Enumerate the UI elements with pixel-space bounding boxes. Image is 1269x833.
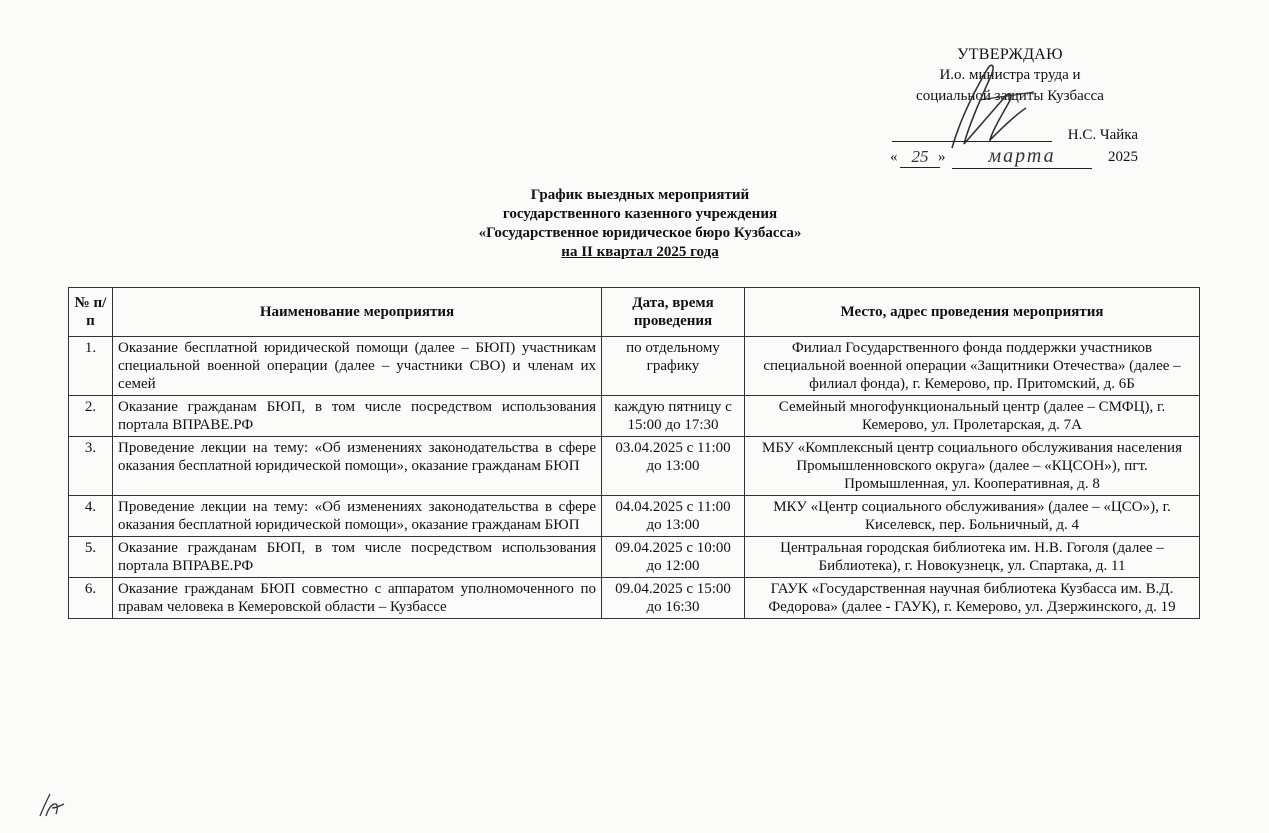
date-month: марта bbox=[952, 145, 1092, 169]
row-name: Оказание гражданам БЮП совместно с аппаратом уполномоченного по правам человека в Кемеровской области – Кузбассе bbox=[113, 578, 602, 619]
row-place: Филиал Государственного фонда поддержки участников специальной военной операции «Защитники Отечества» (далее – филиал фонда), г. Кемерово, пр. Притомский, д. 6Б bbox=[745, 337, 1200, 396]
document-title bbox=[380, 186, 900, 262]
header-name: Наименование мероприятия bbox=[113, 288, 602, 337]
row-date: по отдельному графику bbox=[602, 337, 745, 396]
date-close-quote: » bbox=[938, 149, 946, 165]
row-date: 09.04.2025 с 10:00 до 12:00 bbox=[602, 537, 745, 578]
approval-title: УТВЕРЖДАЮ bbox=[957, 46, 1063, 63]
row-num: 5. bbox=[69, 537, 113, 578]
header-place: Место, адрес проведения мероприятия bbox=[745, 288, 1200, 337]
header-num: № п/п bbox=[69, 288, 113, 337]
row-name: Проведение лекции на тему: «Об изменениях законодательства в сфере оказания бесплатной юридической помощи», оказание гражданам БЮП bbox=[113, 437, 602, 496]
row-num: 4. bbox=[69, 496, 113, 537]
events-table bbox=[68, 287, 1200, 619]
row-num: 3. bbox=[69, 437, 113, 496]
date-open-quote: « bbox=[890, 149, 898, 165]
row-place: МБУ «Комплексный центр социального обслуживания населения Промышленновского округа» (далее – «КЦСОН»), пгт. Промышленная, ул. Кооперативная, д. 8 bbox=[745, 437, 1200, 496]
table-row bbox=[69, 337, 1200, 396]
table-row bbox=[69, 578, 1200, 619]
table-row bbox=[69, 396, 1200, 437]
title-line4: на II квартал 2025 года bbox=[561, 244, 719, 260]
row-date: 04.04.2025 с 11:00 до 13:00 bbox=[602, 496, 745, 537]
table-row bbox=[69, 537, 1200, 578]
row-num: 2. bbox=[69, 396, 113, 437]
date-day: 25 bbox=[900, 147, 940, 168]
title-line1: График выездных мероприятий bbox=[530, 187, 750, 203]
approval-position-line2: социальной защиты Кузбасса bbox=[916, 88, 1104, 104]
signatory-line bbox=[892, 127, 1138, 147]
table-row bbox=[69, 437, 1200, 496]
row-name: Оказание гражданам БЮП, в том числе посредством использования портала ВПРАВЕ.РФ bbox=[113, 396, 602, 437]
table-header-row bbox=[69, 288, 1200, 337]
row-date: 03.04.2025 с 11:00 до 13:00 bbox=[602, 437, 745, 496]
table-row bbox=[69, 496, 1200, 537]
signature-underline bbox=[892, 141, 1052, 142]
row-num: 6. bbox=[69, 578, 113, 619]
approval-date bbox=[888, 147, 1138, 169]
row-date: 09.04.2025 с 15:00 до 16:30 bbox=[602, 578, 745, 619]
header-date: Дата, время проведения bbox=[602, 288, 745, 337]
row-date: каждую пятницу с 15:00 до 17:30 bbox=[602, 396, 745, 437]
row-num: 1. bbox=[69, 337, 113, 396]
signatory-name: Н.С. Чайка bbox=[1067, 127, 1138, 143]
approval-position-line1: И.о. министра труда и bbox=[939, 67, 1081, 83]
row-place: Семейный многофункциональный центр (далее – СМФЦ), г. Кемерово, ул. Пролетарская, д. 7А bbox=[745, 396, 1200, 437]
row-name: Оказание бесплатной юридической помощи (далее – БЮП) участникам специальной военной операции (далее – участники СВО) и членам их семей bbox=[113, 337, 602, 396]
date-year: 2025 bbox=[1108, 149, 1138, 165]
row-place: ГАУК «Государственная научная библиотека Кузбасса им. В.Д. Федорова» (далее - ГАУК), г. Кемерово, ул. Дзержинского, д. 19 bbox=[745, 578, 1200, 619]
title-line2: государственного казенного учреждения bbox=[502, 206, 778, 222]
handwritten-initials bbox=[36, 790, 66, 820]
row-name: Проведение лекции на тему: «Об изменениях законодательства в сфере оказания бесплатной юридической помощи», оказание гражданам БЮП bbox=[113, 496, 602, 537]
row-place: МКУ «Центр социального обслуживания» (далее – «ЦСО»), г. Киселевск, пер. Больничный, д. 4 bbox=[745, 496, 1200, 537]
title-line3: «Государственное юридическое бюро Кузбасса» bbox=[478, 225, 802, 241]
row-place: Центральная городская библиотека им. Н.В. Гоголя (далее – Библиотека), г. Новокузнецк, ул. Спартака, д. 11 bbox=[745, 537, 1200, 578]
row-name: Оказание гражданам БЮП, в том числе посредством использования портала ВПРАВЕ.РФ bbox=[113, 537, 602, 578]
